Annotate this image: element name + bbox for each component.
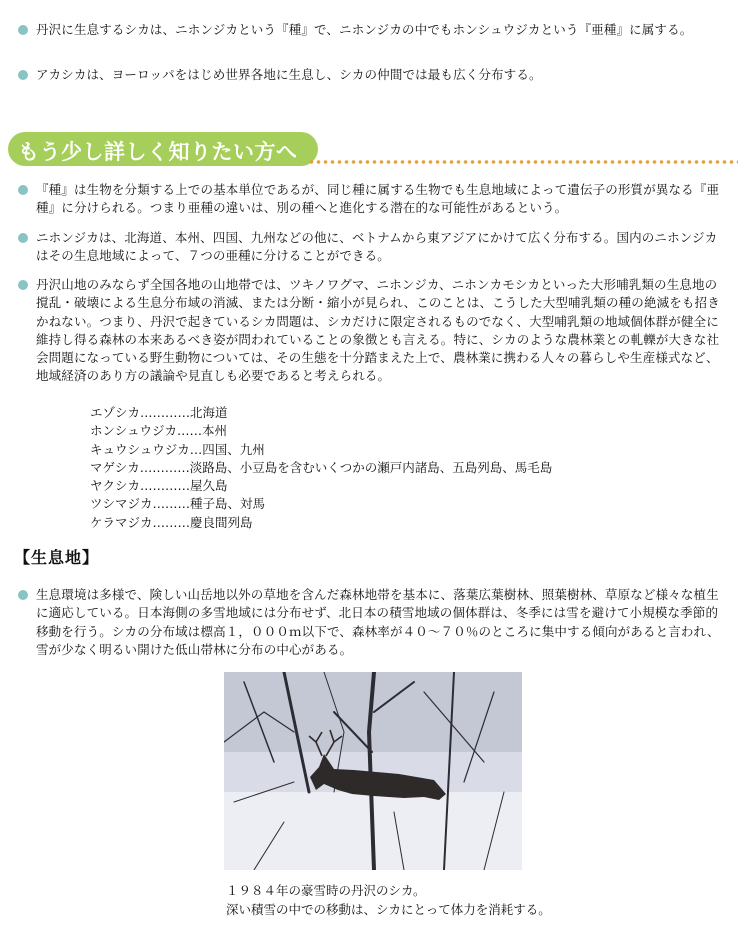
bullet-icon <box>18 590 28 600</box>
paragraph-text: 生息環境は多様で、険しい山岳地以外の草地を含んだ森林地帯を基本に、落葉広葉樹林、照葉樹林、草原など様々な植生に適応している。日本海側の多雪地域には分布せず、北日本の積雪地域の個体群は、冬季には雪を避けて小規模な季節的移動を行う。シカの分布域は標高１，０００ｍ以下で、森林率が４０～７０％のところに集中する傾向があると言われ、雪が少なく明るい開けた低山帯林に分布の中心がある。 <box>36 587 720 657</box>
photo-caption-line-1: １９８４年の豪雪時の丹沢のシカ。 <box>226 883 426 898</box>
list-item: ケラマジカ………慶良間列島 <box>90 514 253 530</box>
subspecies-list <box>90 404 690 532</box>
photo-caption-line-2: 深い積雪の中での移動は、シカにとって体力を消耗する。 <box>226 902 551 917</box>
list-item: ホンシュウジカ……本州 <box>90 423 227 439</box>
habitat-paragraph <box>18 586 728 659</box>
paragraph-text: ニホンジカは、北海道、本州、四国、九州などの他に、ベトナムから東アジアにかけて広く分布する。国内のニホンジカはその生息地域によって、７つの亜種に分けることができる。 <box>36 230 718 264</box>
section-banner <box>8 132 738 170</box>
bullet-icon <box>18 185 28 195</box>
paragraph-text: 『種』は生物を分類する上での基本単位であるが、同じ種に属する生物でも生息地域によって遺伝子の形質が異なる『亜種』に分けられる。つまり亜種の違いは、別の種へと進化する潜在的な可能性があるという。 <box>36 182 720 216</box>
detail-paragraph-1 <box>18 181 728 218</box>
bullet-icon <box>18 233 28 243</box>
bullet-icon <box>18 280 28 290</box>
list-item: ヤクシカ…………屋久島 <box>90 478 228 494</box>
detail-paragraph-2 <box>18 229 728 266</box>
bullet-icon <box>18 70 28 80</box>
bullet-icon <box>18 25 28 35</box>
list-item: エゾシカ…………北海道 <box>90 405 228 420</box>
banner-title: もう少し詳しく知りたい方へ <box>18 140 298 164</box>
list-item: マゲシカ…………淡路島、小豆島を含むいくつかの瀬戸内諸島、五島列島、馬毛島 <box>90 459 553 475</box>
habitat-heading: 【生息地】 <box>14 548 100 567</box>
list-item: ツシマジカ………種子島、対馬 <box>90 496 266 512</box>
list-item: キュウシュウジカ…四国、九州 <box>90 441 265 457</box>
deer-in-snow-photo <box>224 672 522 870</box>
paragraph-text: 丹沢山地のみならず全国各地の山地帯では、ツキノワグマ、ニホンジカ、ニホンカモシカといった大形哺乳類の生息地の撹乱・破壊による生息分布域の消滅、または分断・縮小が見られ、このことは、こうした大型哺乳類の種の絶滅をも招きかねない。つまり、丹沢で起きているシカ問題は、シカだけに限定されるものでなく、大型哺乳類の地域個体群が健全に維持し得る森林の本来あるべき姿が問われていることの象徴とも言える。特に、シカのような農林業との軋轢が大きな社会問題になっている野生動物については、その生態を十分踏まえた上で、農林業に携わる人々の暮らしや生産様式など、地域経済のあり方の議論や見直しも必要であると考えられる。 <box>36 277 720 384</box>
banner-dotted-line <box>308 160 738 164</box>
paragraph-text: 丹沢に生息するシカは、ニホンジカという『種』で、ニホンジカの中でもホンシュウジカという『亜種』に属する。 <box>36 22 693 37</box>
intro-paragraph-2 <box>18 66 728 84</box>
paragraph-text: アカシカは、ヨーロッパをはじめ世界各地に生息し、シカの仲間では最も広く分布する。 <box>36 67 542 82</box>
intro-paragraph-1 <box>18 21 728 39</box>
detail-paragraph-3 <box>18 276 728 386</box>
